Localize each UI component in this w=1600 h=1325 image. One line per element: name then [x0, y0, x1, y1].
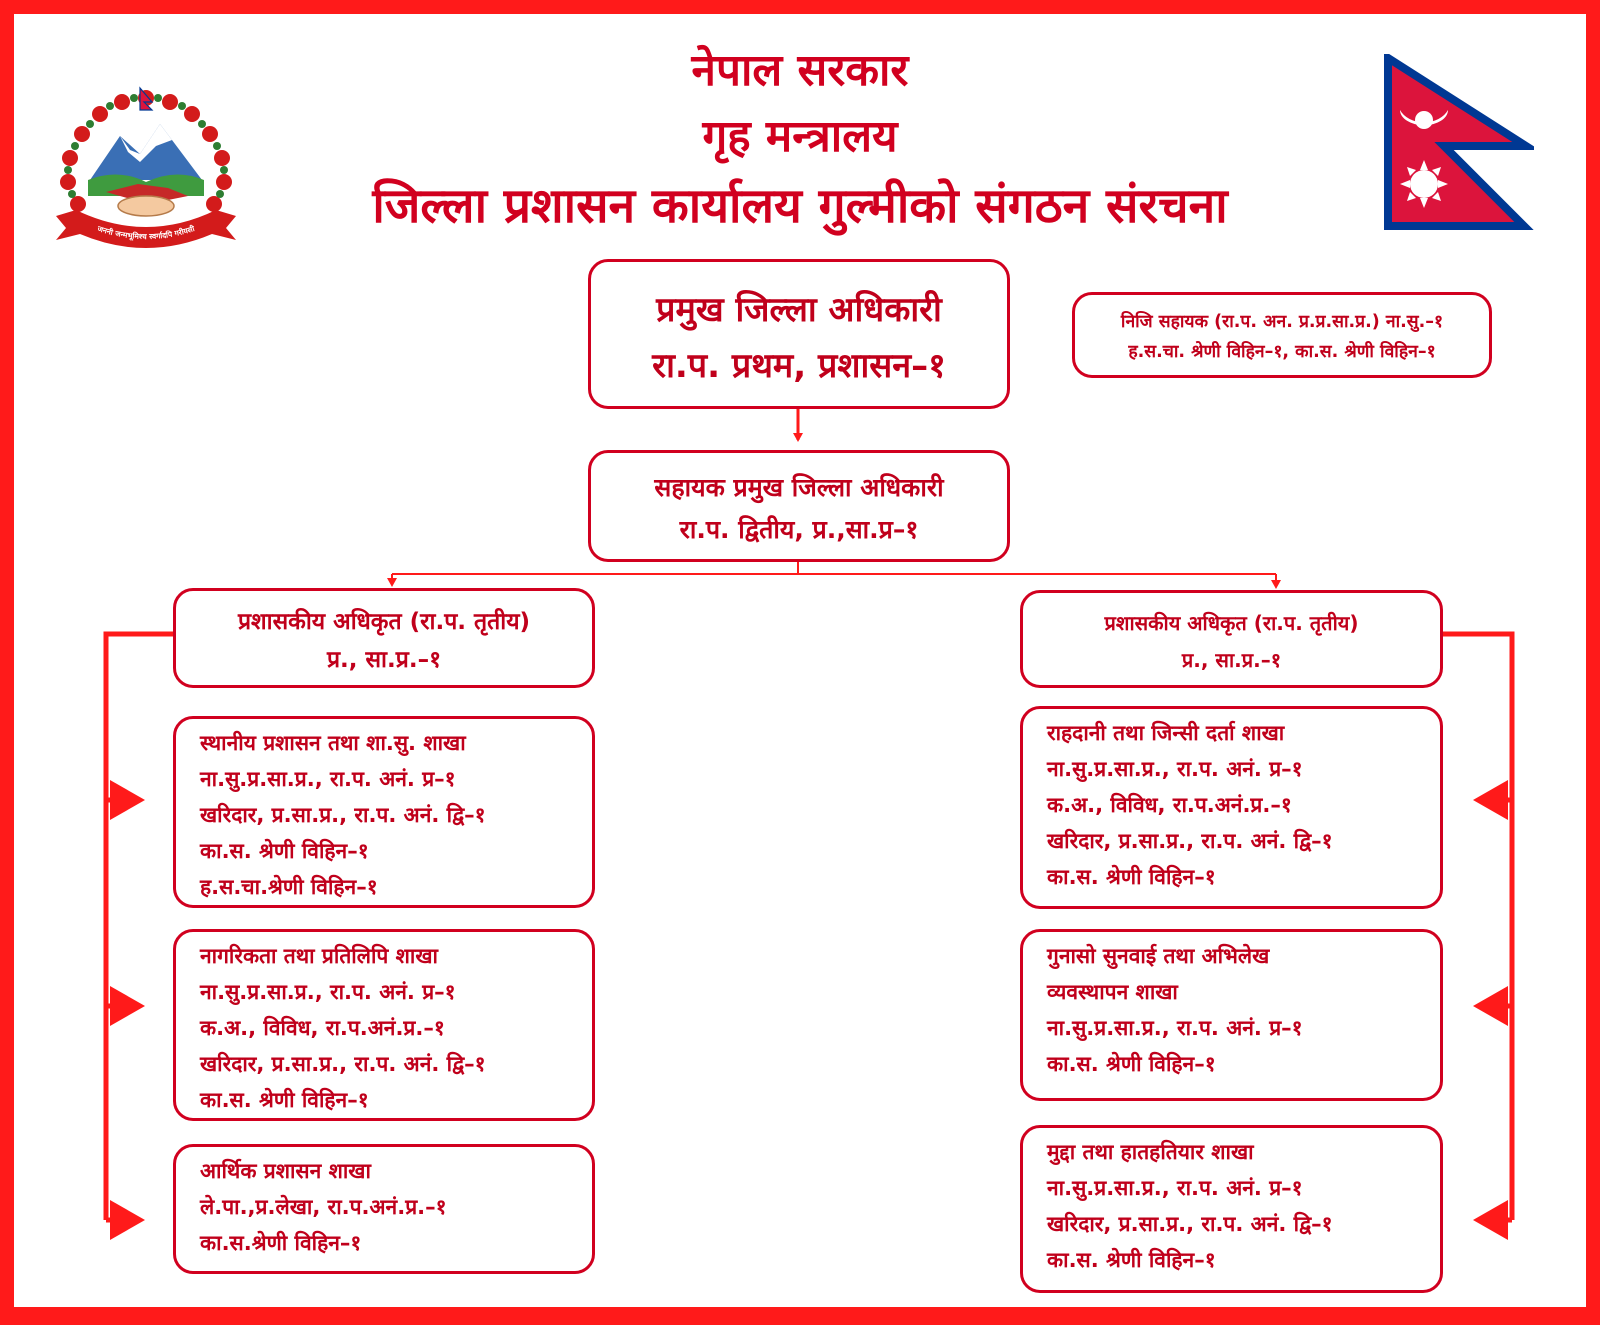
- branch-line: ना.सु.प्र.सा.प्र., रा.प. अनं. प्र–१: [1047, 1176, 1303, 1200]
- branch-line: ना.सु.प्र.सा.प्र., रा.प. अनं. प्र–१: [1047, 757, 1303, 781]
- branch-line: का.स. श्रेणी विहिन–१: [200, 1088, 369, 1112]
- branch-line: खरिदार, प्र.सा.प्र., रा.प. अनं. द्वि–१: [1047, 829, 1333, 853]
- branch-line: ना.सु.प्र.सा.प्र., रा.प. अनं. प्र–१: [200, 767, 456, 791]
- connector-right-bracket: [1443, 634, 1512, 1220]
- branch-citizenship: [173, 929, 595, 1121]
- nepal-flag-icon: [1384, 54, 1534, 230]
- branch-line: क.अ., विविध, रा.प.अनं.प्र.–१: [1047, 793, 1292, 817]
- pa-line-1: निजि सहायक (रा.प. अन. प्र.प्र.सा.प्र.) ना.सु.–१: [1120, 312, 1444, 332]
- branch-local-administration: [173, 716, 595, 908]
- branch-line: क.अ., विविध, रा.प.अनं.प्र.–१: [200, 1016, 445, 1040]
- cdo-box: [588, 259, 1010, 409]
- branch-line: का.स. श्रेणी विहिन–१: [1047, 1052, 1216, 1076]
- branch-grievance-records: [1020, 929, 1443, 1101]
- branch-line: ह.स.चा.श्रेणी विहिन–१: [200, 875, 378, 899]
- branch-line: नागरिकता तथा प्रतिलिपि शाखा: [200, 944, 438, 968]
- branch-cases-arms: [1020, 1125, 1443, 1293]
- branch-line: खरिदार, प्र.सा.प्र., रा.प. अनं. द्वि–१: [1047, 1212, 1333, 1236]
- branch-financial-administration: [173, 1144, 595, 1274]
- nepal-emblem-icon: [48, 84, 244, 260]
- branch-line: का.स. श्रेणी विहिन–१: [1047, 865, 1216, 889]
- branch-line: खरिदार, प्र.सा.प्र., रा.प. अनं. द्वि–१: [200, 1052, 486, 1076]
- branch-line: खरिदार, प्र.सा.प्र., रा.प. अनं. द्वि–१: [200, 803, 486, 827]
- branch-line: राहदानी तथा जिन्सी दर्ता शाखा: [1047, 721, 1285, 745]
- emblem-motto: जननी जन्मभूमिश्च स्वर्गादपि गरीयसी: [96, 224, 196, 242]
- connector-left-bracket: [106, 634, 173, 1220]
- branch-line: ले.पा.,प्र.लेखा, रा.प.अनं.प्र.–१: [200, 1195, 447, 1219]
- admin-officer-left-title: प्रशासकीय अधिकृत (रा.प. तृतीय): [237, 609, 531, 635]
- header-ministry: गृह मन्त्रालय: [702, 111, 898, 162]
- admin-officer-right-subtitle: प्र., सा.प्र.–१: [1181, 648, 1282, 672]
- admin-officer-left-box: [173, 588, 595, 688]
- branch-line: का.स.श्रेणी विहिन–१: [200, 1231, 362, 1255]
- acdo-subtitle: रा.प. द्वितीय, प्र.,सा.प्र–१: [679, 515, 919, 544]
- cdo-title: प्रमुख जिल्ला अधिकारी: [656, 290, 942, 330]
- branch-line: व्यवस्थापन शाखा: [1047, 980, 1178, 1004]
- branch-line: ना.सु.प्र.सा.प्र., रा.प. अनं. प्र–१: [200, 980, 456, 1004]
- branch-line: गुनासो सुनवाई तथा अभिलेख: [1047, 944, 1270, 968]
- admin-officer-left-subtitle: प्र., सा.प्र.–१: [326, 647, 442, 673]
- header-government: नेपाल सरकार: [691, 45, 909, 96]
- branch-passport-inventory: [1020, 706, 1443, 909]
- pa-line-2: ह.स.चा. श्रेणी विहिन–१, का.स. श्रेणी विहिन–१: [1128, 342, 1436, 362]
- header-title: जिल्ला प्रशासन कार्यालय गुल्मीको संगठन संरचना: [372, 178, 1228, 234]
- acdo-box: [588, 450, 1010, 562]
- cdo-subtitle: रा.प. प्रथम, प्रशासन–१: [652, 346, 946, 386]
- branch-line: का.स. श्रेणी विहिन–१: [1047, 1248, 1216, 1272]
- branch-line: का.स. श्रेणी विहिन–१: [200, 839, 369, 863]
- branch-line: स्थानीय प्रशासन तथा शा.सु. शाखा: [200, 731, 466, 755]
- personal-assistant-box: [1072, 292, 1492, 378]
- branch-line: आर्थिक प्रशासन शाखा: [200, 1159, 371, 1183]
- admin-officer-right-title: प्रशासकीय अधिकृत (रा.प. तृतीय): [1104, 611, 1359, 635]
- admin-officer-right-box: [1020, 590, 1443, 688]
- acdo-title: सहायक प्रमुख जिल्ला अधिकारी: [654, 473, 944, 502]
- branch-line: मुद्दा तथा हातहतियार शाखा: [1047, 1140, 1254, 1164]
- branch-line: ना.सु.प्र.सा.प्र., रा.प. अनं. प्र–१: [1047, 1016, 1303, 1040]
